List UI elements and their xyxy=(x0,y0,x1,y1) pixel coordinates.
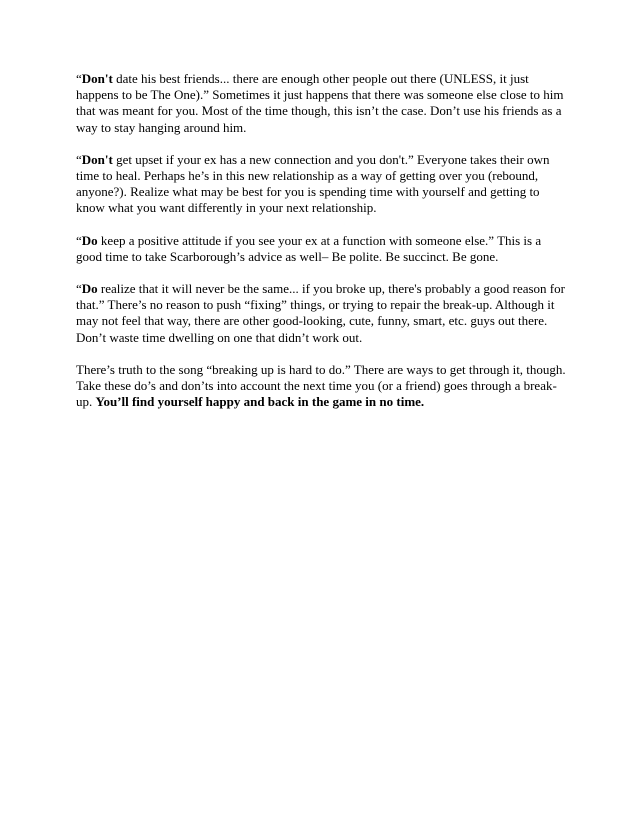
open-quote: “ xyxy=(76,281,82,297)
open-quote: “ xyxy=(76,71,82,86)
open-quote: “ xyxy=(76,151,82,167)
closing-bold-text: You’ll find yourself happy and back in the game in no time. xyxy=(95,394,425,410)
bold-lead: Don't xyxy=(81,151,113,167)
document-body xyxy=(76,71,570,426)
paragraph-dont-get-upset xyxy=(76,152,570,217)
paragraph-do-realize xyxy=(76,281,570,346)
bold-lead: Do xyxy=(81,281,98,297)
open-quote: “ xyxy=(76,232,82,248)
bold-lead: Do xyxy=(81,232,98,248)
paragraph-text: get upset if your ex has a new connection and you don't.” Everyone takes their own time to heal. Perhaps he’s in this new relationship as a way of getting over you (rebound, anyone?). Realize what may be best for you is spending time with yourself and getting to know what you want differently in your next relationship. xyxy=(76,151,550,216)
paragraph-closing xyxy=(76,362,570,411)
paragraph-text: realize that it will never be the same... if you broke up, there's probably a good reason for that.” There’s no reason to push “fixing” things, or trying to repair the break-up. Although it may not feel that way, there are other good-looking, cute, funny, smart, etc. guys out there. Don’t waste time dwelling on one that didn’t work out. xyxy=(76,281,565,345)
paragraph-text: keep a positive attitude if you see your ex at a function with someone else.” This is a good time to take Scarborough’s advice as well– Be polite. Be succinct. Be gone. xyxy=(76,232,542,264)
bold-lead: Don't xyxy=(81,71,113,86)
paragraph-text: date his best friends... there are enough other people out there (UNLESS, it just happens to be The One).” Sometimes it just happens that there was someone else close to him that was meant for you. Most of the time though, this isn’t the case. Don’t use his friends as a way to stay hanging around him. xyxy=(76,71,564,135)
paragraph-do-keep-positive xyxy=(76,233,570,265)
closing-text: There’s truth to the song “breaking up is hard to do.” There are ways to get through it, though. Take these do’s and don’ts into account the next time you (or a friend) goes through a break-up. xyxy=(76,361,566,410)
paragraph-dont-date-friends xyxy=(76,71,570,136)
